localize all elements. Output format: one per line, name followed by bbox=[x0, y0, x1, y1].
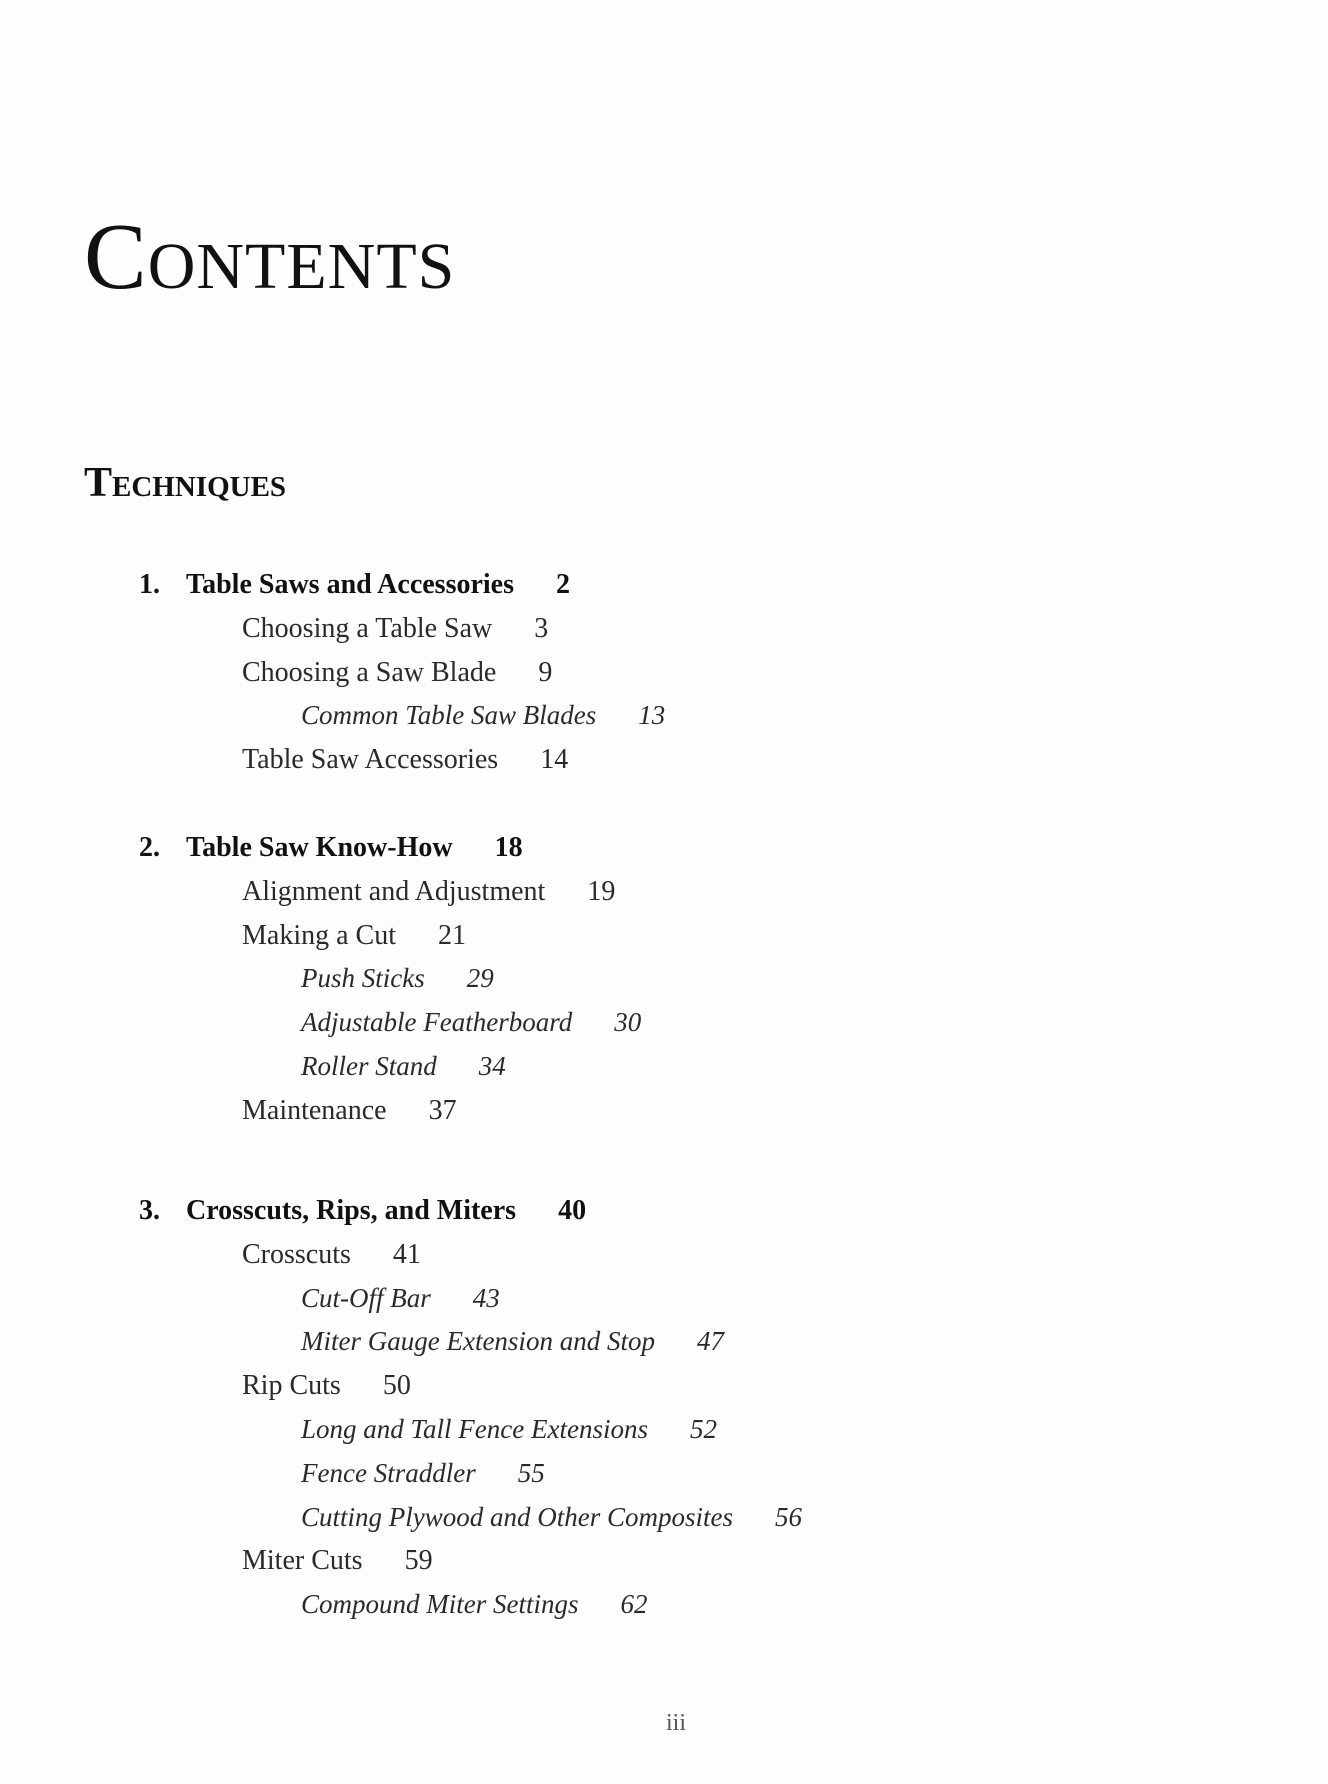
entry-title: Miter Cuts bbox=[242, 1545, 363, 1577]
entry-title: Making a Cut bbox=[242, 919, 396, 951]
entry-title: Push Sticks bbox=[301, 963, 425, 994]
section-title: Techniques bbox=[84, 460, 287, 506]
entry-title: Choosing a Table Saw bbox=[242, 612, 493, 644]
entry-title: Miter Gauge Extension and Stop bbox=[301, 1326, 655, 1357]
section-entry bbox=[242, 746, 568, 774]
subsection-entry bbox=[301, 1501, 802, 1532]
entry-title: Cutting Plywood and Other Composites bbox=[301, 1501, 733, 1532]
section-entry bbox=[242, 1547, 433, 1575]
chapter-title: Table Saw Know-How bbox=[186, 832, 453, 863]
chapter-entry bbox=[139, 571, 570, 599]
chapter-title: Table Saws and Accessories bbox=[186, 569, 515, 600]
entry-page: 41 bbox=[392, 1238, 421, 1270]
entry-title: Alignment and Adjustment bbox=[242, 875, 546, 907]
entry-title: Roller Stand bbox=[301, 1051, 437, 1081]
entry-page: 50 bbox=[382, 1370, 411, 1402]
entry-page: 56 bbox=[775, 1501, 802, 1532]
entry-page: 43 bbox=[472, 1282, 500, 1313]
chapter-entry bbox=[139, 834, 523, 862]
subsection-entry bbox=[301, 1053, 506, 1080]
section-entry bbox=[242, 656, 553, 688]
entry-page: 13 bbox=[638, 700, 666, 731]
entry-page: 21 bbox=[438, 919, 466, 951]
section-entry bbox=[242, 1094, 457, 1126]
subsection-entry bbox=[301, 1282, 500, 1313]
chapter-number: 2. bbox=[139, 832, 160, 863]
entry-title: Cut-Off Bar bbox=[301, 1282, 431, 1313]
entry-page: 34 bbox=[478, 1051, 506, 1081]
entry-page: 14 bbox=[540, 744, 569, 776]
entry-title: Common Table Saw Blades bbox=[301, 700, 597, 731]
section-entry bbox=[242, 875, 616, 907]
entry-page: 55 bbox=[517, 1457, 545, 1488]
section-entry bbox=[242, 1238, 421, 1270]
chapter-page: 18 bbox=[494, 832, 523, 863]
entry-page: 9 bbox=[538, 656, 553, 688]
entry-title: Rip Cuts bbox=[242, 1370, 341, 1402]
section-entry bbox=[242, 919, 466, 951]
entry-page: 30 bbox=[614, 1007, 642, 1038]
subsection-entry bbox=[301, 1457, 545, 1488]
chapter-number: 3. bbox=[139, 1195, 160, 1226]
section-entry bbox=[242, 612, 549, 644]
entry-page: 47 bbox=[696, 1326, 724, 1357]
subsection-entry bbox=[301, 965, 494, 992]
subsection-entry bbox=[301, 1591, 648, 1618]
entry-title: Table Saw Accessories bbox=[242, 744, 499, 776]
page-title: Contents bbox=[84, 205, 456, 309]
entry-title: Choosing a Saw Blade bbox=[242, 656, 497, 688]
entry-title: Compound Miter Settings bbox=[301, 1589, 579, 1620]
subsection-entry bbox=[301, 1009, 641, 1036]
entry-title: Crosscuts bbox=[242, 1238, 351, 1270]
entry-page: 29 bbox=[466, 963, 494, 994]
entry-page: 37 bbox=[428, 1094, 457, 1126]
subsection-entry bbox=[301, 1416, 717, 1443]
chapter-title: Crosscuts, Rips, and Miters bbox=[186, 1195, 517, 1226]
entry-title: Maintenance bbox=[242, 1094, 387, 1126]
entry-page: 52 bbox=[689, 1414, 717, 1444]
chapter-page: 2 bbox=[556, 569, 571, 600]
page-number: iii bbox=[665, 1710, 686, 1736]
entry-page: 19 bbox=[587, 875, 616, 907]
chapter-page: 40 bbox=[558, 1195, 587, 1226]
entry-page: 59 bbox=[404, 1545, 433, 1577]
subsection-entry bbox=[301, 702, 665, 729]
subsection-entry bbox=[301, 1328, 724, 1355]
chapter-number: 1. bbox=[139, 569, 160, 600]
chapter-entry bbox=[139, 1197, 586, 1225]
entry-page: 3 bbox=[534, 612, 549, 644]
entry-title: Long and Tall Fence Extensions bbox=[301, 1414, 648, 1444]
entry-title: Adjustable Featherboard bbox=[301, 1007, 573, 1038]
entry-title: Fence Straddler bbox=[301, 1457, 476, 1488]
entry-page: 62 bbox=[620, 1589, 648, 1620]
section-entry bbox=[242, 1372, 411, 1400]
